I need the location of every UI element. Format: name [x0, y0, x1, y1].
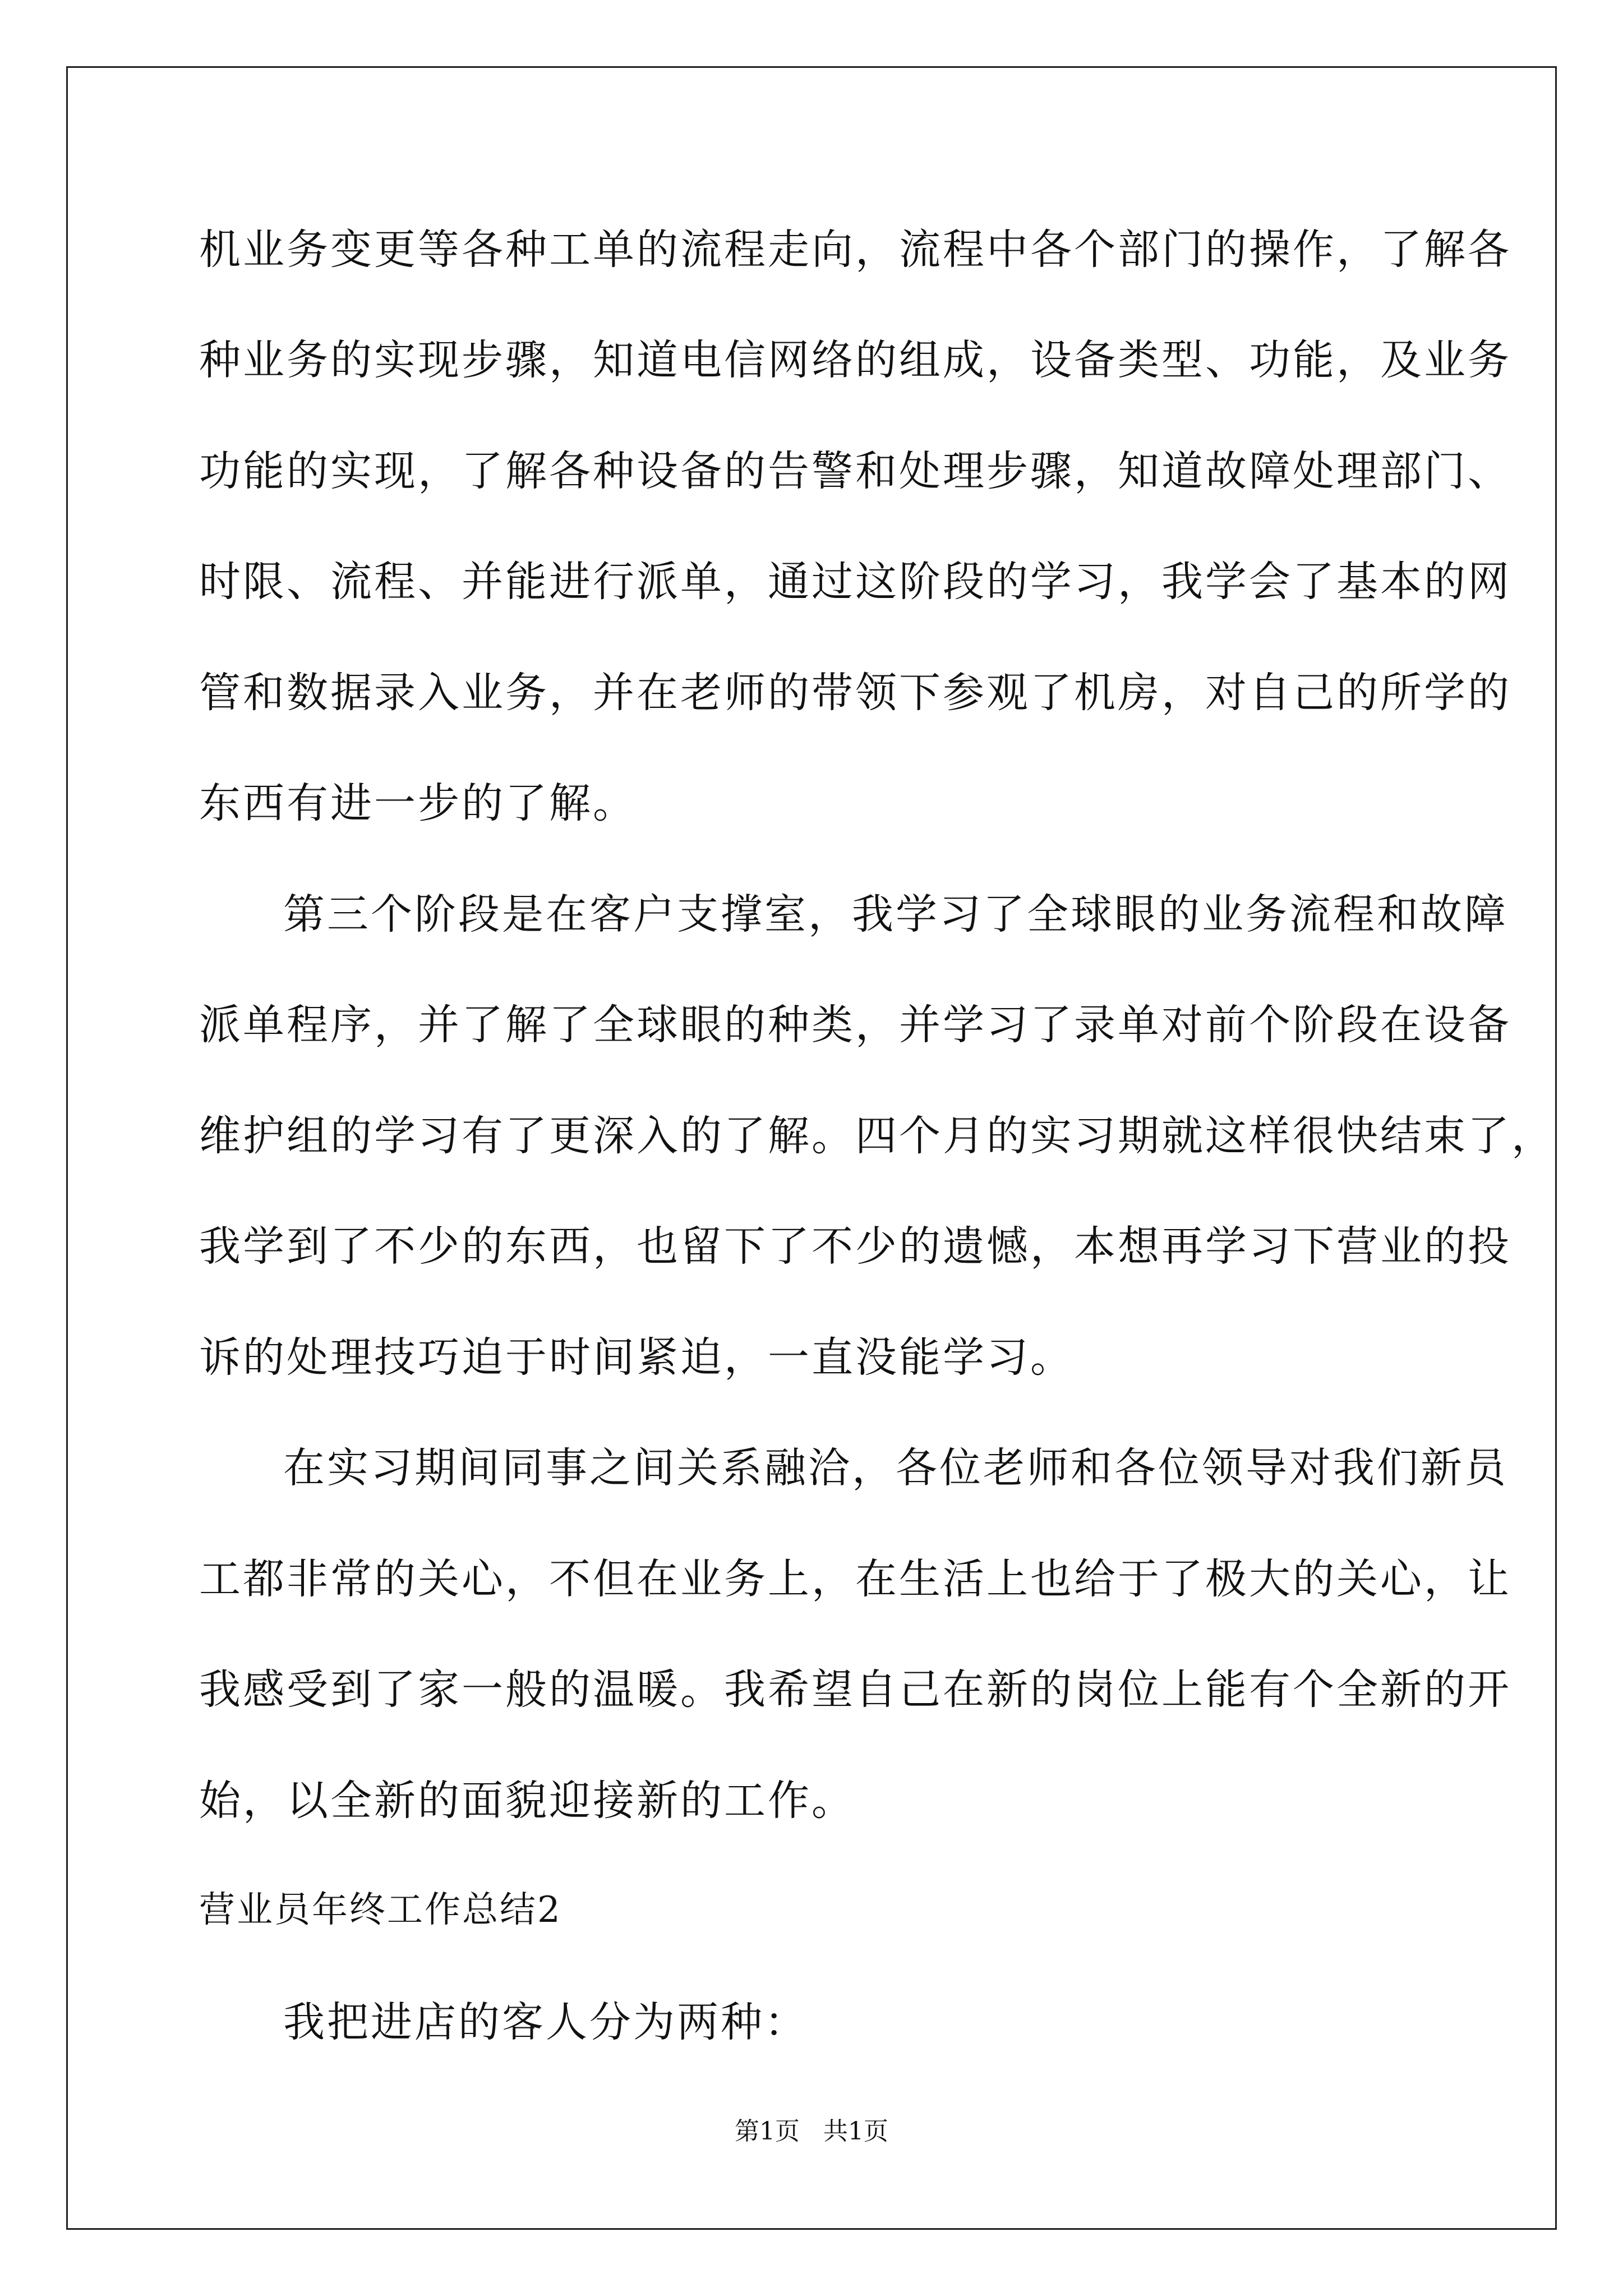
paragraph-line: 东西有进一步的了解。 — [199, 779, 637, 827]
paragraph-line: 我感受到了家一般的温暖。我希望自己在新的岗位上能有个全新的开 — [199, 1665, 1511, 1714]
paragraph-line: 始，以全新的面貌迎接新的工作。 — [199, 1777, 855, 1825]
paragraph-line: 派单程序，并了解了全球眼的种类，并学习了录单对前个阶段在设备 — [199, 1001, 1511, 1049]
page-footer: 第1页 共1页 — [735, 2117, 888, 2146]
paragraph-line: 种业务的实现步骤，知道电信网络的组成，设备类型、功能，及业务 — [199, 336, 1511, 384]
paragraph-line: 功能的实现，了解各种设备的告警和处理步骤，知道故障处理部门、 — [199, 447, 1511, 495]
paragraph-line: 第三个阶段是在客户支撑室，我学习了全球眼的业务流程和故障 — [283, 890, 1508, 938]
paragraph-line: 在实习期间同事之间关系融洽，各位老师和各位领导对我们新员 — [283, 1444, 1508, 1492]
paragraph-line: 管和数据录入业务，并在老师的带领下参观了机房，对自己的所学的 — [199, 669, 1511, 717]
paragraph-line: 工都非常的关心，不但在业务上，在生活上也给于了极大的关心，让 — [199, 1555, 1511, 1603]
paragraph-line: 我把进店的客人分为两种： — [283, 1998, 808, 2046]
paragraph-line: 我学到了不少的东西，也留下了不少的遗憾，本想再学习下营业的投 — [199, 1222, 1511, 1271]
paragraph-line: 时限、流程、并能进行派单，通过这阶段的学习，我学会了基本的网 — [199, 558, 1511, 606]
paragraph-line: 机业务变更等各种工单的流程走向，流程中各个部门的操作，了解各 — [199, 226, 1511, 274]
section-heading: 营业员年终工作总结2 — [199, 1889, 562, 1931]
paragraph-line: 诉的处理技巧迫于时间紧迫，一直没能学习。 — [199, 1333, 1074, 1382]
paragraph-line: 维护组的学习有了更深入的了解。四个月的实习期就这样很快结束了， — [199, 1112, 1555, 1160]
